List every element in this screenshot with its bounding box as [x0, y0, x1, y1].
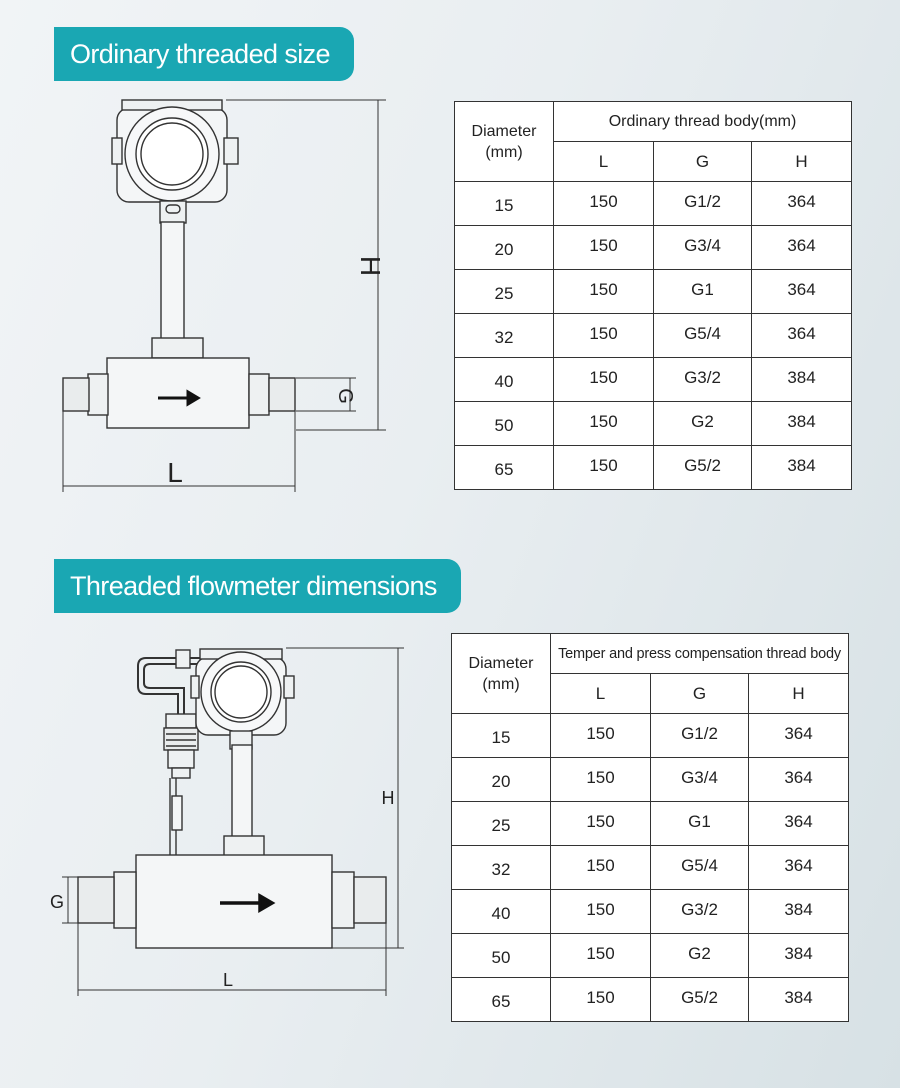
cell-l: 150: [551, 846, 651, 890]
table-row: [455, 226, 852, 270]
cell-h: 384: [749, 890, 849, 934]
table-row: [455, 358, 852, 402]
cell-l: 150: [551, 758, 651, 802]
cell-h: 364: [752, 182, 852, 226]
table-row: [452, 714, 849, 758]
cell-h: 384: [752, 358, 852, 402]
cell-l: 150: [551, 934, 651, 978]
cell-g: G3/2: [651, 890, 749, 934]
label-h: H: [355, 255, 386, 277]
cell-h: 364: [749, 714, 849, 758]
table-row: [452, 890, 849, 934]
table-row: [452, 758, 849, 802]
cell-h: 384: [749, 978, 849, 1022]
cell-l: 150: [554, 446, 654, 490]
cell-diameter: 50: [455, 402, 554, 446]
cell-diameter: 50: [452, 934, 551, 978]
cell-g: G3/4: [651, 758, 749, 802]
table-row: [455, 446, 852, 490]
cell-g: G1: [651, 802, 749, 846]
cell-l: 150: [554, 226, 654, 270]
cell-g: G1: [654, 270, 752, 314]
cell-l: 150: [554, 182, 654, 226]
header-l: L: [551, 674, 651, 714]
cell-g: G5/2: [654, 446, 752, 490]
cell-diameter: 15: [452, 714, 551, 758]
header-diameter: Diameter (mm): [452, 634, 551, 714]
label-g: G: [49, 892, 65, 912]
cell-h: 364: [749, 802, 849, 846]
label-l: L: [167, 457, 183, 488]
cell-l: 150: [551, 890, 651, 934]
header-g: G: [651, 674, 749, 714]
table-row: [452, 978, 849, 1022]
table-row: [455, 402, 852, 446]
cell-g: G3/2: [654, 358, 752, 402]
cell-g: G2: [654, 402, 752, 446]
cell-h: 364: [749, 846, 849, 890]
cell-diameter: 40: [452, 890, 551, 934]
table-row: [452, 934, 849, 978]
header-l: L: [554, 142, 654, 182]
cell-g: G1/2: [654, 182, 752, 226]
cell-g: G3/4: [654, 226, 752, 270]
cell-l: 150: [551, 714, 651, 758]
cell-l: 150: [554, 270, 654, 314]
header-g: G: [654, 142, 752, 182]
cell-g: G5/2: [651, 978, 749, 1022]
header-diameter: Diameter (mm): [455, 102, 554, 182]
cell-diameter: 65: [455, 446, 554, 490]
cell-h: 384: [752, 402, 852, 446]
section-title-ordinary: Ordinary threaded size: [54, 27, 354, 81]
cell-l: 150: [554, 358, 654, 402]
cell-g: G5/4: [654, 314, 752, 358]
table-row: [455, 314, 852, 358]
label-h: H: [381, 788, 395, 808]
table-row: [452, 802, 849, 846]
cell-diameter: 25: [452, 802, 551, 846]
table-row: [455, 182, 852, 226]
cell-h: 364: [752, 270, 852, 314]
label-l: L: [222, 970, 234, 990]
cell-h: 364: [752, 314, 852, 358]
cell-h: 384: [749, 934, 849, 978]
cell-diameter: 20: [455, 226, 554, 270]
cell-g: G1/2: [651, 714, 749, 758]
cell-l: 150: [551, 978, 651, 1022]
cell-l: 150: [551, 802, 651, 846]
table-row: [455, 270, 852, 314]
cell-diameter: 25: [455, 270, 554, 314]
cell-h: 364: [749, 758, 849, 802]
compensation-thread-table: [451, 633, 849, 1022]
cell-h: 364: [752, 226, 852, 270]
ordinary-flowmeter-drawing: [50, 98, 390, 498]
cell-h: 384: [752, 446, 852, 490]
cell-diameter: 65: [452, 978, 551, 1022]
ordinary-thread-table: [454, 101, 852, 490]
cell-diameter: 40: [455, 358, 554, 402]
cell-l: 150: [554, 402, 654, 446]
label-g: G: [334, 388, 356, 404]
cell-l: 150: [554, 314, 654, 358]
cell-diameter: 15: [455, 182, 554, 226]
table-row: [452, 846, 849, 890]
cell-g: G5/4: [651, 846, 749, 890]
header-compensation-thread-body: Temper and press compensation thread body: [551, 634, 849, 674]
threaded-flowmeter-drawing: [44, 640, 410, 1000]
cell-diameter: 20: [452, 758, 551, 802]
section-title-threaded: Threaded flowmeter dimensions: [54, 559, 461, 613]
cell-diameter: 32: [452, 846, 551, 890]
cell-g: G2: [651, 934, 749, 978]
header-h: H: [749, 674, 849, 714]
header-ordinary-thread-body: Ordinary thread body(mm): [554, 102, 852, 142]
cell-diameter: 32: [455, 314, 554, 358]
header-h: H: [752, 142, 852, 182]
